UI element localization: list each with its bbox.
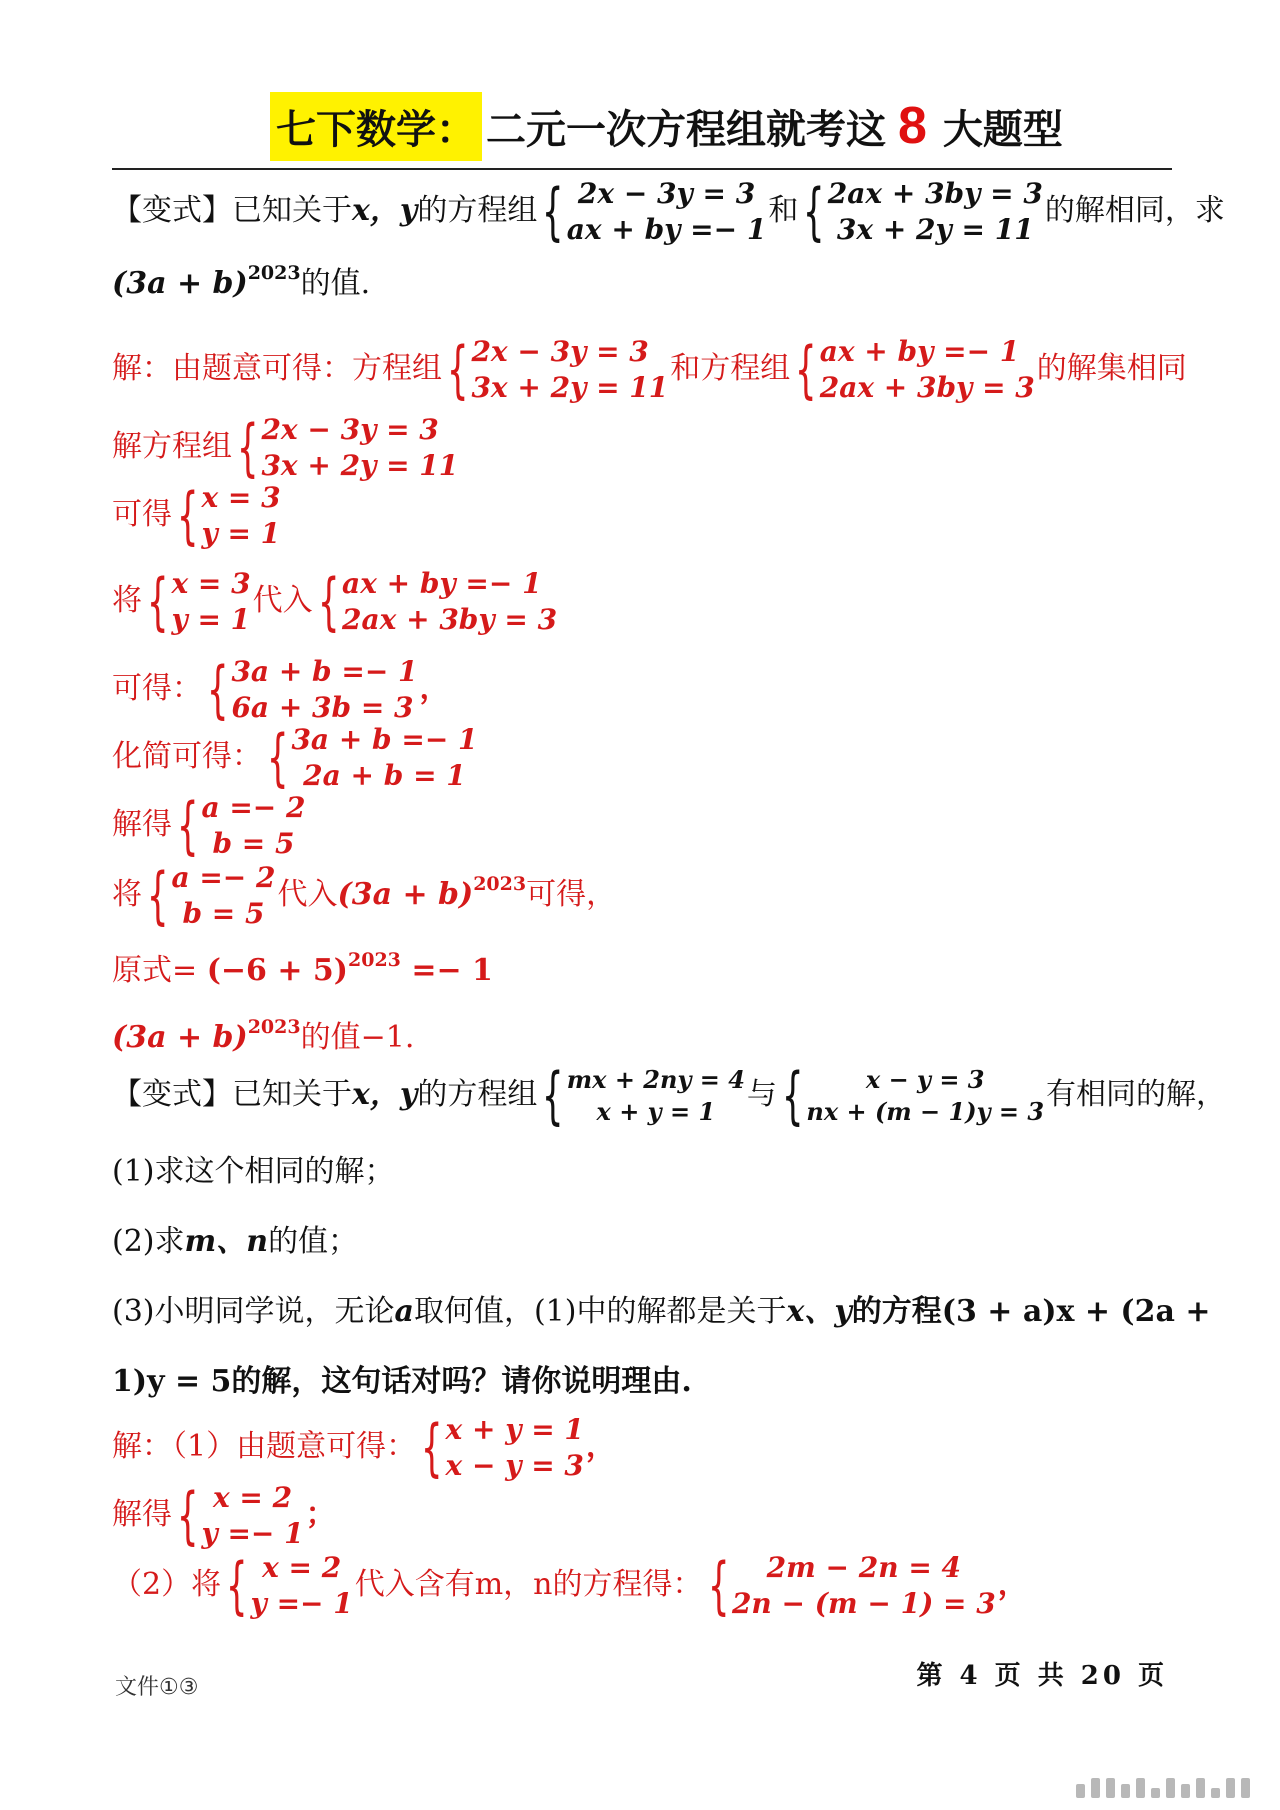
solution1-line4: 将 { x = 3 y = 1 代入 { ax + by =− 1 2ax + 3by = 3	[112, 565, 558, 638]
file-label: 文件①③	[115, 1675, 199, 1700]
solution2-line2: 解得 { x = 2 y =− 1 ；	[112, 1479, 336, 1552]
problem2-q1: (1)求这个相同的解；	[112, 1154, 395, 1189]
solution1-line9: 原式= $(-6 + 5)^{2023} =- 1$	[112, 949, 493, 988]
equation-system: { 2ax + 3by = 3 3x + 2y = 11	[803, 175, 1043, 248]
title-divider	[112, 168, 1172, 170]
title-highlight: 七下数学：	[270, 92, 482, 161]
solution1-line3: 可得 { x = 3 y = 1	[112, 479, 281, 552]
watermark-bars-icon	[1076, 1778, 1250, 1798]
problem2-q3: (3)小明同学说，无论a取何值，(1)中的解都是关于x、y的方程(3 + a)x + (2a +	[112, 1294, 1211, 1329]
solution1-conclusion: $(3a + b)^{2023}$的值−1.	[112, 1016, 415, 1055]
title-text: 二元一次方程组就考这	[486, 106, 886, 153]
equation-system: { 2x − 3y = 3 ax + by =− 1	[542, 175, 767, 248]
problem2-q2: (2)求m、n的值；	[112, 1224, 359, 1259]
title-number: 8	[898, 97, 927, 155]
solution1-line8: 将 { a =− 2 b = 5 代入$(3a + b)^{2023}$可得，	[112, 859, 617, 932]
solution1-line7: 解得 { a =− 2 b = 5	[112, 789, 306, 862]
solution2-line3: （2）将 { x = 2 y =− 1 代入含有m，n的方程得： { 2m − 2n = 4 2n − (m − 1) = 3 ，	[112, 1549, 1028, 1622]
solution2-line1: 解：（1）由题意可得： { x + y = 1 x − y = 3 ，	[112, 1411, 616, 1484]
solution1-line1: 解：由题意可得：方程组 { 2x − 3y = 3 3x + 2y = 11 和方程组 { ax + by =− 1 2ax + 3by = 3 的解集相同	[112, 333, 1187, 406]
solution1-line6: 化简可得： { 3a + b =− 1 2a + b = 1	[112, 721, 478, 794]
solution1-line5: 可得： { 3a + b =− 1 6a + 3b = 3 ，	[112, 653, 450, 726]
problem2-statement: 【变式】已知关于x，y的方程组 { mx + 2ny = 4 x + y = 1 与 { x − y = 3 nx + (m − 1)y = 3 有相同的解，	[112, 1059, 1227, 1132]
page-title	[270, 92, 1063, 164]
problem1-statement: 【变式】已知关于x，y的方程组 { 2x − 3y = 3 ax + by =− 1 和 { 2ax + 3by = 3 3x + 2y = 11 的解相同，求	[112, 175, 1225, 248]
page-number: 第 4 页 共 20 页	[916, 1661, 1168, 1691]
problem1-question: $(3a + b)^{2023}$的值.	[112, 262, 371, 301]
problem2-q3-cont: 1)y = 5的解，这句话对吗？请你说明理由.	[112, 1364, 692, 1399]
title-suffix: 大题型	[942, 106, 1063, 153]
solution1-line2: 解方程组 { 2x − 3y = 3 3x + 2y = 11	[112, 411, 459, 484]
